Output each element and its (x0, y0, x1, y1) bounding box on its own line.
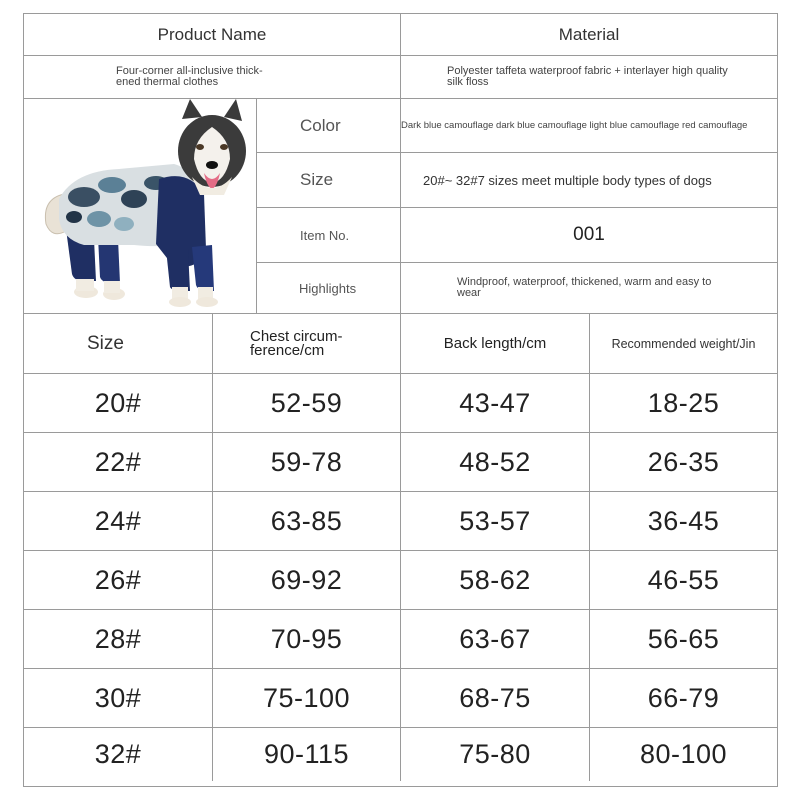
chest-cell: 52-59 (213, 374, 401, 433)
chest-cell: 90-115 (213, 728, 401, 781)
chest-column-header (213, 314, 401, 374)
back-length-column-header: Back length/cm (401, 314, 590, 374)
back-length-cell: 58-62 (401, 551, 590, 610)
dog-in-camouflage-coat-photo (24, 99, 256, 313)
back-length-cell: 48-52 (401, 433, 590, 492)
back-length-cell: 68-75 (401, 669, 590, 728)
size-cell: 22# (24, 433, 213, 492)
chest-cell: 69-92 (213, 551, 401, 610)
size-column-header: Size (24, 314, 213, 374)
weight-column-header: Recommended weight/Jin (590, 314, 777, 374)
back-length-cell: 75-80 (401, 728, 590, 781)
weight-cell: 18-25 (590, 374, 777, 433)
back-length-cell: 63-67 (401, 610, 590, 669)
material-line2: silk floss (447, 76, 489, 88)
product-name-line1: Four-corner all-inclusive thick- (116, 65, 263, 77)
item-no-label: Item No. (257, 208, 401, 263)
size-cell: 28# (24, 610, 213, 669)
product-image-cell (24, 99, 257, 314)
back-length-cell: 53-57 (401, 492, 590, 551)
chest-cell: 70-95 (213, 610, 401, 669)
highlights-line1: Windproof, waterproof, thickened, warm and easy to (457, 276, 712, 288)
weight-cell: 26-35 (590, 433, 777, 492)
highlights-label: Highlights (257, 263, 401, 314)
size-cell: 30# (24, 669, 213, 728)
chest-cell: 75-100 (213, 669, 401, 728)
weight-cell: 56-65 (590, 610, 777, 669)
product-name-value (24, 56, 401, 99)
product-name-line2: ened thermal clothes (116, 76, 219, 88)
size-value: 20#~ 32#7 sizes meet multiple body types of dogs (401, 153, 777, 208)
weight-cell: 66-79 (590, 669, 777, 728)
material-line1: Polyester taffeta waterproof fabric + interlayer high quality (447, 65, 728, 77)
weight-cell: 36-45 (590, 492, 777, 551)
color-label: Color (257, 99, 401, 153)
size-label: Size (257, 153, 401, 208)
weight-cell: 46-55 (590, 551, 777, 610)
size-cell: 24# (24, 492, 213, 551)
size-cell: 26# (24, 551, 213, 610)
highlights-line2: wear (457, 287, 481, 299)
material-header: Material (401, 14, 777, 56)
chest-header-line1: Chest circum- (250, 327, 343, 345)
chest-header-line2: ference/cm (250, 341, 325, 359)
chest-cell: 59-78 (213, 433, 401, 492)
color-value: Dark blue camouflage dark blue camouflage light blue camouflage red camouflage (401, 99, 777, 153)
size-cell: 20# (24, 374, 213, 433)
product-name-header: Product Name (24, 14, 401, 56)
chest-cell: 63-85 (213, 492, 401, 551)
back-length-cell: 43-47 (401, 374, 590, 433)
item-no-value: 001 (401, 208, 777, 263)
highlights-value (401, 263, 777, 314)
weight-cell: 80-100 (639, 739, 728, 769)
material-value (401, 56, 777, 99)
size-cell: 32# (24, 728, 213, 781)
product-spec-sheet (23, 13, 778, 787)
